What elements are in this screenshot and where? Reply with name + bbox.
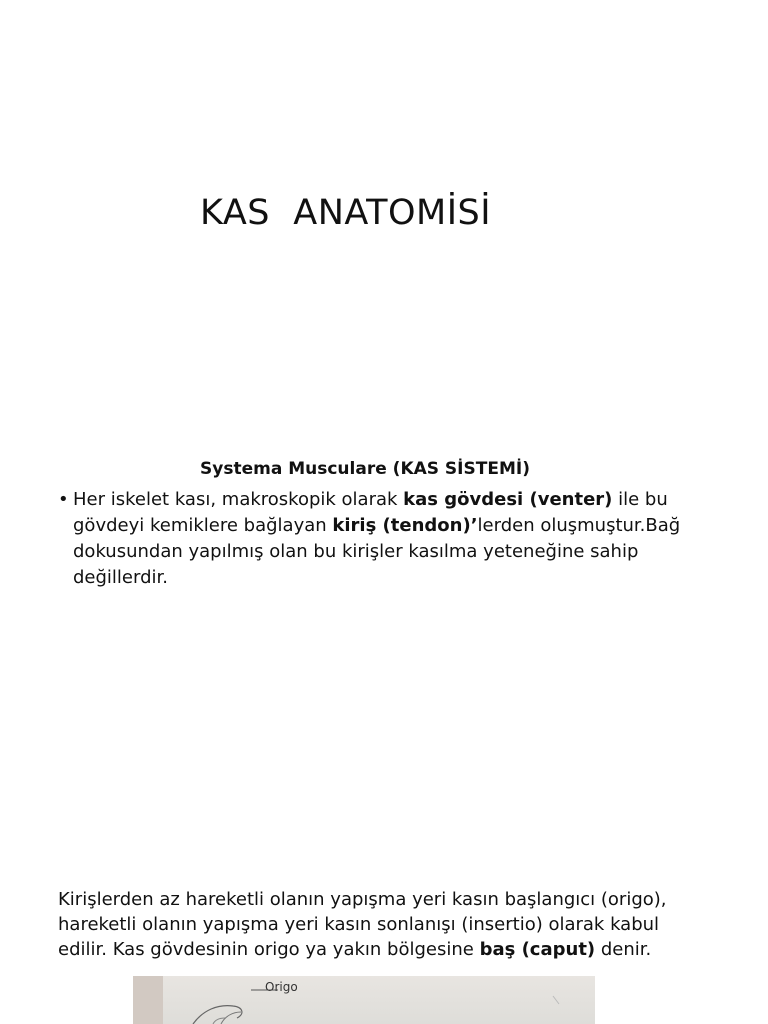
muscle-figure-image (133, 976, 595, 1024)
bullet-text-part3: lerden oluşmuştur.Bağ dokusundan yapılmış olan bu kirişler kasılma yeteneğine sahip değillerdir. (73, 515, 681, 588)
paragraph-part1: Kirişlerden az hareketli olanın yapışma yeri kasın başlangıcı (origo), hareketli olanın yapışma yeri kasın sonlanışı (insertio) olarak kabul edilir. Kas gövdesinin origo ya yakın bölgesine (58, 889, 667, 960)
term-kiris: kiriş (tendon)’ (332, 515, 478, 536)
figure-label-origo: Origo (265, 980, 298, 994)
term-bas-caput: baş (caput) (479, 939, 596, 960)
muscle-sketch (133, 976, 595, 1024)
body-paragraph (58, 887, 708, 962)
section-heading: Systema Musculare (KAS SİSTEMİ) (200, 459, 530, 479)
bullet-marker: • (58, 489, 69, 510)
term-kas-govdesi: kas gövdesi (venter) (403, 489, 613, 510)
paragraph-part2: denir. (595, 939, 652, 960)
slide-title: KAS ANATOMİSİ (200, 193, 492, 233)
bullet-list (58, 487, 698, 591)
bullet-text-part2: ile bu gövdeyi kemiklere bağlayan (73, 489, 668, 536)
bullet-text (73, 487, 698, 591)
bullet-text-part1: Her iskelet kası, makroskopik olarak (73, 489, 404, 510)
bullet-item (58, 487, 698, 591)
